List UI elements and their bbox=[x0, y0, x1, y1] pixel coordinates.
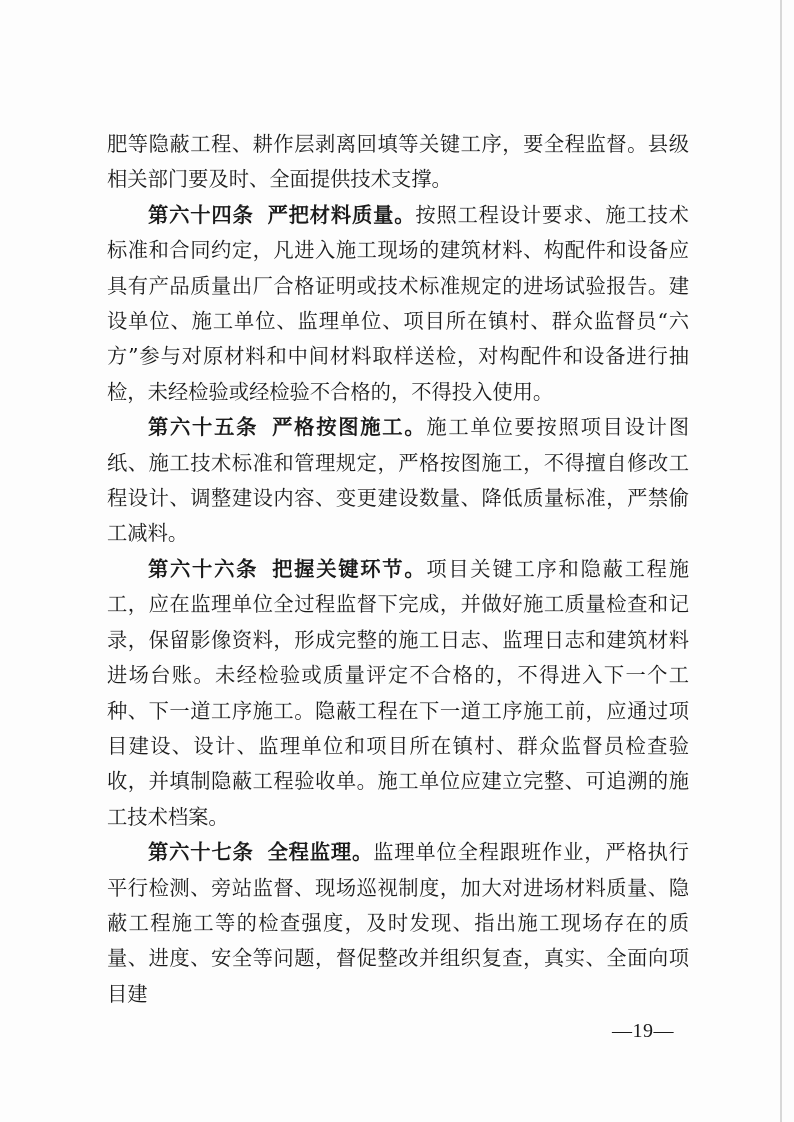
article-title: 严格按图施工。 bbox=[272, 415, 427, 440]
paragraph-continuation bbox=[107, 127, 689, 198]
scan-edge-line bbox=[780, 0, 782, 1122]
article-number: 第六十七条 bbox=[148, 840, 254, 865]
article-67 bbox=[107, 835, 689, 1012]
article-text: 按照工程设计要求、施工技术标准和合同约定，凡进入施工现场的建筑材料、构配件和设备应具有产品质量出厂合格证明或技术标准规定的进场试验报告。建设单位、施工单位、监理单位、项目所在镇村、群众监督员“六方”参与对原材料和中间材料取样送检，对构配件和设备进行抽检，未经检验或经检验不合格的，不得投入使用。 bbox=[107, 202, 689, 404]
article-64 bbox=[107, 198, 689, 410]
article-title: 全程监理。 bbox=[267, 840, 374, 865]
article-65 bbox=[107, 410, 689, 552]
article-66 bbox=[107, 552, 689, 835]
article-number: 第六十五条 bbox=[148, 415, 259, 440]
document-body bbox=[107, 127, 689, 1012]
article-number: 第六十四条 bbox=[148, 202, 254, 227]
article-number: 第六十六条 bbox=[148, 556, 259, 581]
article-title: 把握关键环节。 bbox=[272, 556, 427, 581]
article-text: 施工单位要按照项目设计图纸、施工技术标准和管理规定，严格按图施工，不得擅自修改工程设计、调整建设内容、变更建设数量、降低质量标准，严禁偷工减料。 bbox=[107, 415, 689, 546]
article-title: 严把材料质量。 bbox=[267, 202, 416, 227]
article-text: 项目关键工序和隐蔽工程施工，应在监理单位全过程监督下完成，并做好施工质量检查和记录，保留影像资料，形成完整的施工日志、监理日志和建筑材料进场台账。未经检验或质量评定不合格的，不得进入下一个工种、下一道工序施工。隐蔽工程在下一道工序施工前，应通过项目建设、设计、监理单位和项目所在镇村、群众监督员检查验收，并填制隐蔽工程验收单。施工单位应建立完整、可追溯的施工技术档案。 bbox=[107, 556, 689, 829]
article-text: 监理单位全程跟班作业，严格执行平行检测、旁站监督、现场巡视制度，加大对进场材料质量、隐蔽工程施工等的检查强度，及时发现、指出施工现场存在的质量、进度、安全等问题，督促整改并组织复查，真实、全面向项目建 bbox=[107, 840, 689, 1006]
page-number: —19— bbox=[612, 1020, 674, 1042]
paragraph-text: 肥等隐蔽工程、耕作层剥离回填等关键工序，要全程监督。县级相关部门要及时、全面提供技术支撑。 bbox=[107, 132, 689, 192]
